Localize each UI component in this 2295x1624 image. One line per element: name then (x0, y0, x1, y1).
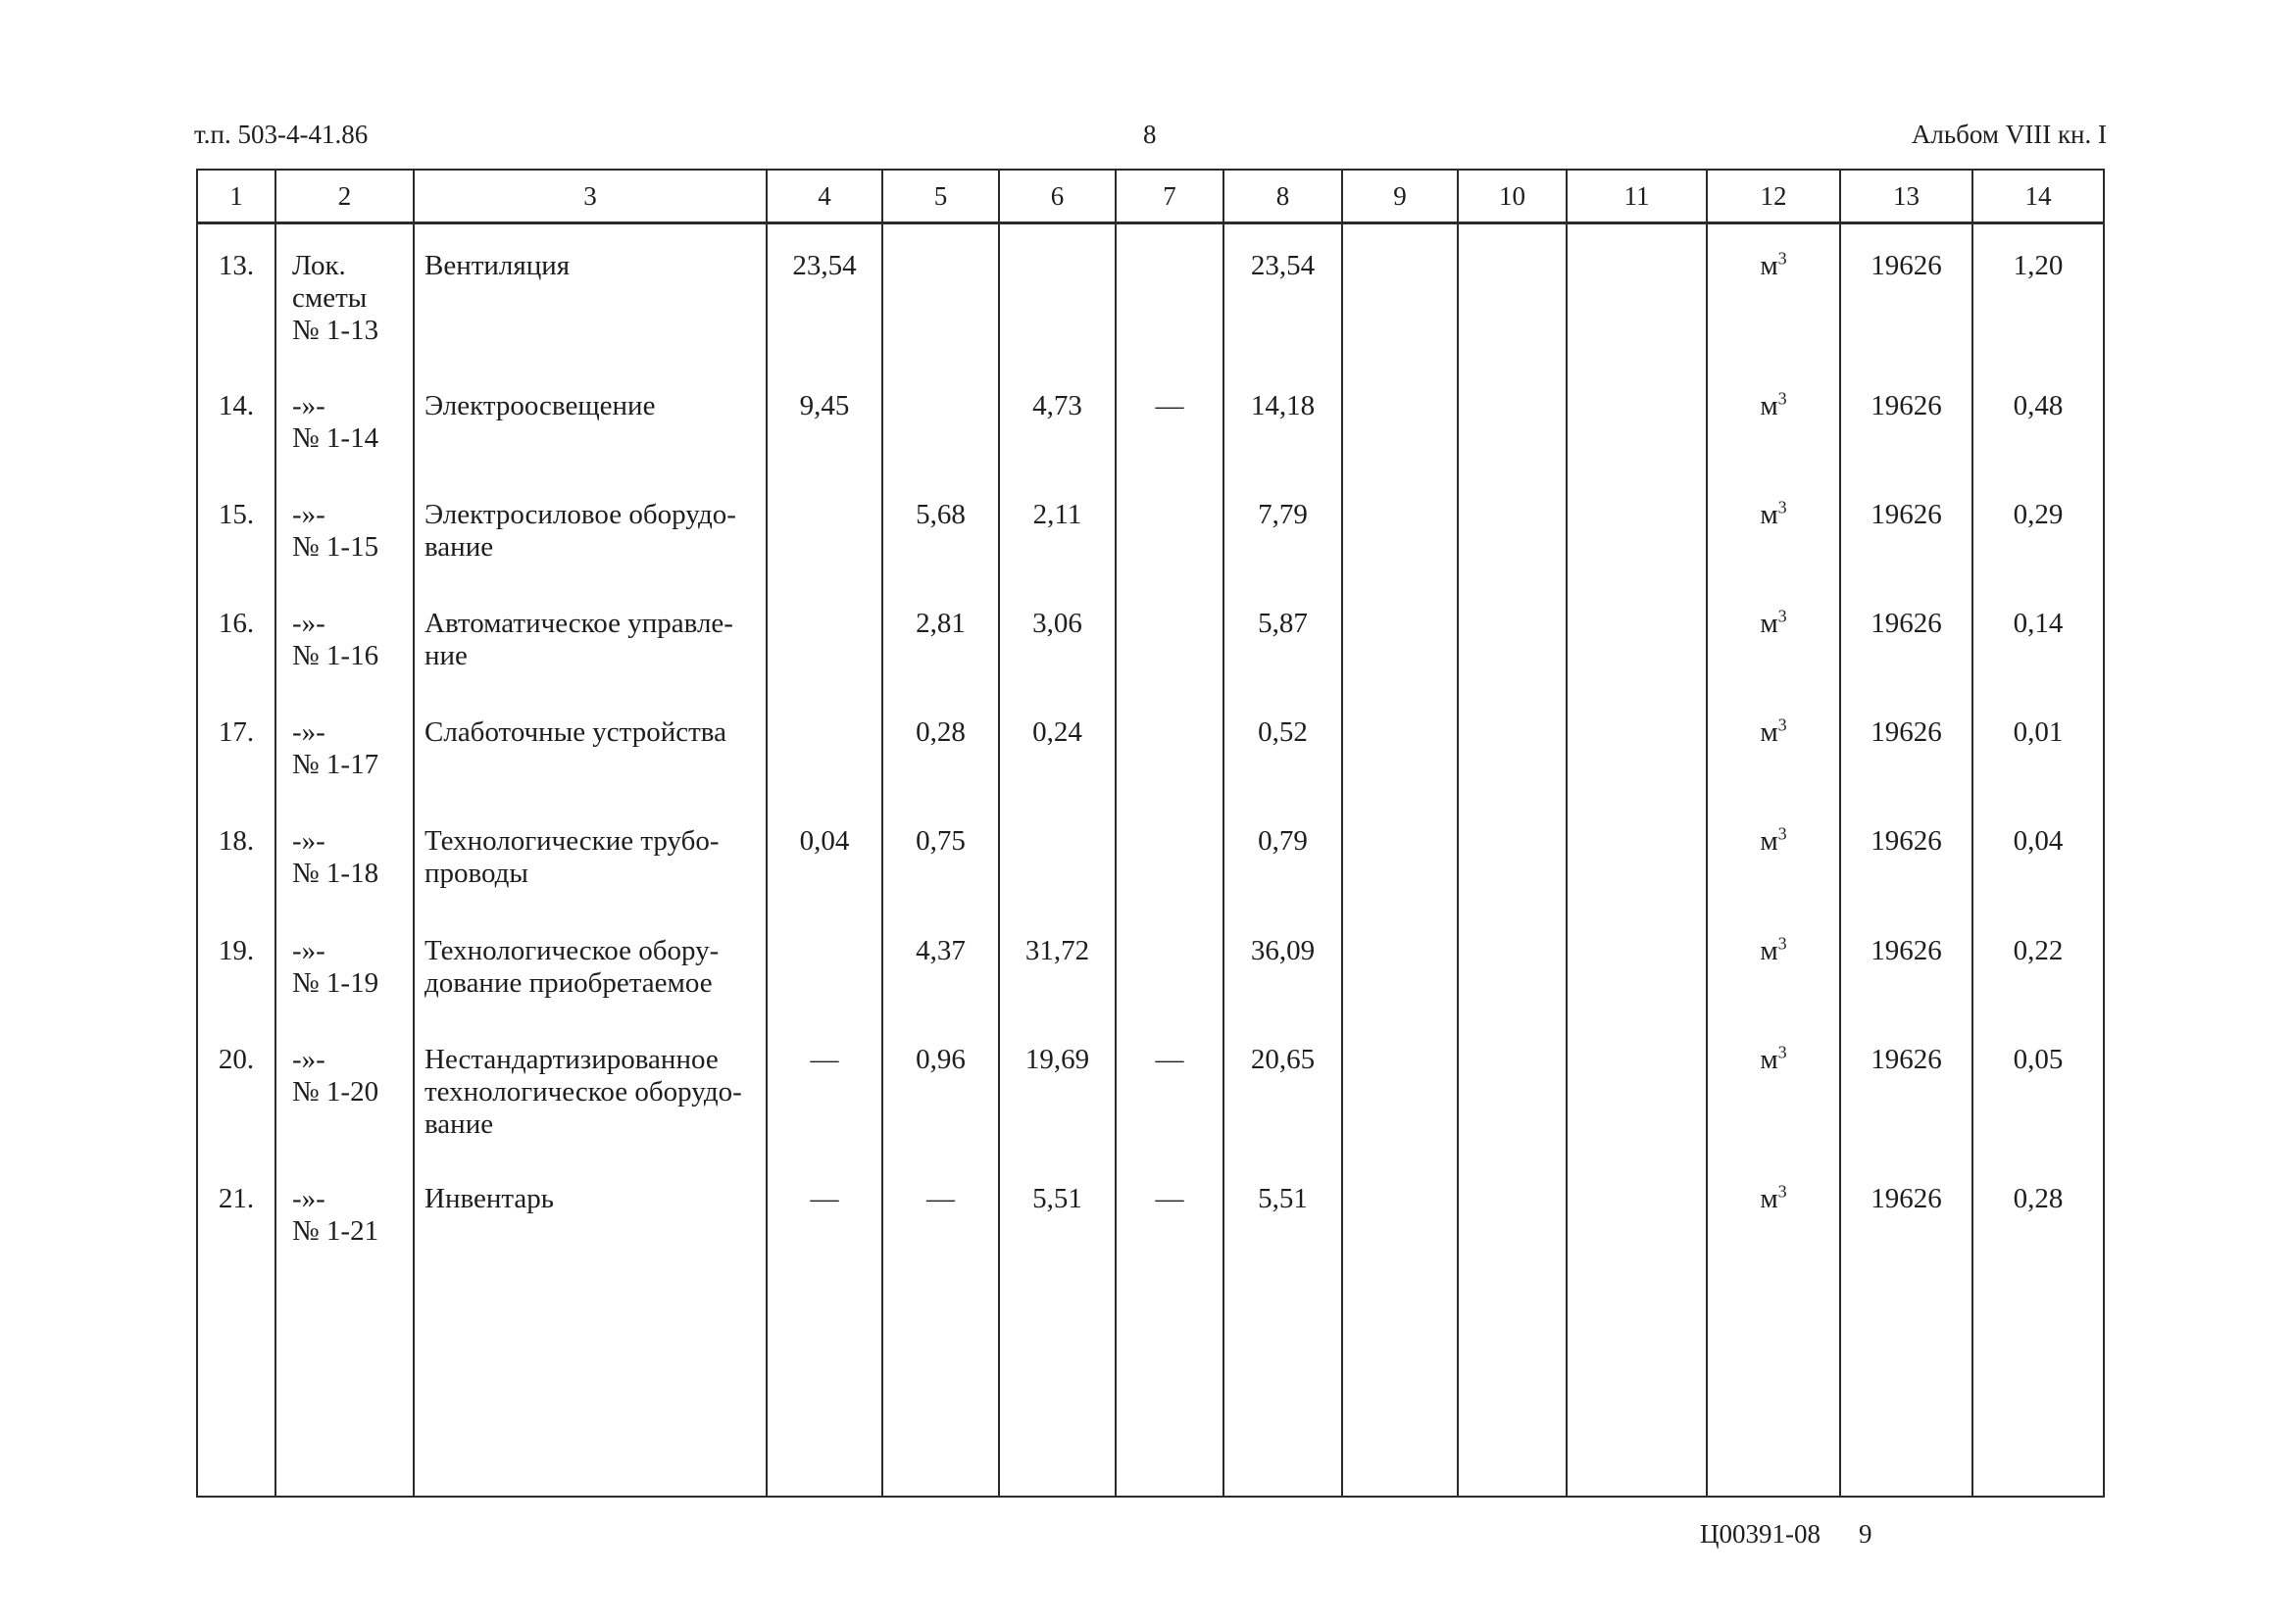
sheet-code: Ц00391-08 (1700, 1519, 1821, 1549)
unit-exponent: 3 (1777, 248, 1787, 269)
value-col10 (1458, 910, 1567, 1018)
source-line: № 1-14 (292, 421, 379, 454)
unit-exponent: 3 (1777, 714, 1787, 735)
value-col10 (1458, 223, 1567, 365)
value-col6: 31,72 (999, 910, 1116, 1018)
column-header: 1 (197, 170, 275, 223)
unit-label: м (1760, 1182, 1778, 1214)
value-col9 (1342, 691, 1458, 800)
unit-label: м (1760, 1043, 1778, 1075)
column-header: 10 (1458, 170, 1567, 223)
value-col10 (1458, 800, 1567, 909)
unit-exponent: 3 (1777, 497, 1787, 517)
estimate-table (196, 169, 2105, 1498)
table-body (197, 223, 2104, 1498)
value-col6 (999, 223, 1116, 365)
work-name: Электросиловое оборудо-вание (414, 473, 767, 582)
value-col13: 19626 (1840, 365, 1972, 473)
value-col13: 19626 (1840, 800, 1972, 909)
unit-exponent: 3 (1777, 823, 1787, 844)
column-header: 5 (882, 170, 999, 223)
value-col14: 0,48 (1972, 365, 2104, 473)
unit-exponent: 3 (1777, 606, 1787, 626)
work-name: Технологические трубо-проводы (414, 800, 767, 909)
column-header: 7 (1116, 170, 1223, 223)
column-header: 4 (767, 170, 882, 223)
value-col14: 0,04 (1972, 800, 2104, 909)
value-col5: 2,81 (882, 582, 999, 691)
value-col9 (1342, 1157, 1458, 1497)
column-header: 2 (275, 170, 414, 223)
value-col4: — (767, 1018, 882, 1157)
row-number: 18. (197, 800, 275, 909)
column-header: 9 (1342, 170, 1458, 223)
unit-label: м (1760, 608, 1778, 640)
value-col14: 0,22 (1972, 910, 2104, 1018)
value-col11 (1567, 691, 1707, 800)
value-col8: 0,52 (1223, 691, 1342, 800)
work-name: Электроосвещение (414, 365, 767, 473)
source-reference (275, 1018, 414, 1157)
source-line: -»- (292, 716, 325, 749)
value-col7: — (1116, 365, 1223, 473)
row-number: 16. (197, 582, 275, 691)
value-col13: 19626 (1840, 1018, 1972, 1157)
value-col4: — (767, 1157, 882, 1497)
value-col11 (1567, 582, 1707, 691)
unit-cell (1707, 691, 1840, 800)
value-col7 (1116, 691, 1223, 800)
source-reference (275, 691, 414, 800)
table-row (197, 223, 2104, 365)
value-col11 (1567, 365, 1707, 473)
work-name: Автоматическое управле-ние (414, 582, 767, 691)
source-line: -»- (292, 934, 325, 966)
value-col13: 19626 (1840, 223, 1972, 365)
unit-label: м (1760, 389, 1778, 421)
value-col10 (1458, 691, 1567, 800)
source-line: сметы (292, 282, 368, 314)
work-name: Вентиляция (414, 223, 767, 365)
row-number: 20. (197, 1018, 275, 1157)
value-col4: 23,54 (767, 223, 882, 365)
value-col13: 19626 (1840, 691, 1972, 800)
source-line: -»- (292, 1043, 325, 1075)
table-row (197, 582, 2104, 691)
unit-exponent: 3 (1777, 1042, 1787, 1062)
work-name: Нестандартизированное технологическое оборудо-вание (414, 1018, 767, 1157)
value-col10 (1458, 473, 1567, 582)
value-col5: — (882, 1157, 999, 1497)
value-col14: 1,20 (1972, 223, 2104, 365)
value-col8: 5,51 (1223, 1157, 1342, 1497)
value-col8: 7,79 (1223, 473, 1342, 582)
value-col5: 5,68 (882, 473, 999, 582)
value-col10 (1458, 1018, 1567, 1157)
source-line: № 1-20 (292, 1075, 379, 1107)
source-line: № 1-19 (292, 966, 379, 999)
value-col14: 0,01 (1972, 691, 2104, 800)
album-label: Альбом VIII кн. I (1911, 120, 2107, 149)
unit-label: м (1760, 825, 1778, 858)
source-reference (275, 365, 414, 473)
value-col11 (1567, 223, 1707, 365)
value-col14: 0,05 (1972, 1018, 2104, 1157)
source-reference (275, 800, 414, 909)
unit-cell (1707, 800, 1840, 909)
value-col8: 20,65 (1223, 1018, 1342, 1157)
unit-cell (1707, 582, 1840, 691)
value-col13: 19626 (1840, 1157, 1972, 1497)
value-col5: 0,75 (882, 800, 999, 909)
column-header: 12 (1707, 170, 1840, 223)
value-col10 (1458, 365, 1567, 473)
value-col9 (1342, 910, 1458, 1018)
row-number: 17. (197, 691, 275, 800)
value-col11 (1567, 473, 1707, 582)
value-col8: 23,54 (1223, 223, 1342, 365)
value-col9 (1342, 582, 1458, 691)
source-line: № 1-18 (292, 858, 379, 890)
value-col9 (1342, 365, 1458, 473)
document-code: т.п. 503-4-41.86 (194, 120, 369, 149)
value-col4 (767, 473, 882, 582)
source-reference (275, 582, 414, 691)
table-row (197, 365, 2104, 473)
value-col11 (1567, 910, 1707, 1018)
source-line: -»- (292, 1182, 325, 1214)
source-reference (275, 910, 414, 1018)
value-col7: — (1116, 1157, 1223, 1497)
row-number: 14. (197, 365, 275, 473)
source-line: № 1-15 (292, 530, 379, 563)
table-row (197, 910, 2104, 1018)
value-col6: 19,69 (999, 1018, 1116, 1157)
unit-label: м (1760, 250, 1778, 281)
value-col6 (999, 800, 1116, 909)
source-line: -»- (292, 608, 325, 640)
value-col10 (1458, 582, 1567, 691)
column-header: 8 (1223, 170, 1342, 223)
unit-cell (1707, 473, 1840, 582)
column-header: 3 (414, 170, 767, 223)
value-col8: 36,09 (1223, 910, 1342, 1018)
column-header: 13 (1840, 170, 1972, 223)
column-number-row (197, 170, 2104, 223)
value-col14: 0,14 (1972, 582, 2104, 691)
value-col13: 19626 (1840, 910, 1972, 1018)
value-col7 (1116, 800, 1223, 909)
table-row (197, 691, 2104, 800)
source-line: -»- (292, 389, 325, 421)
unit-exponent: 3 (1777, 1181, 1787, 1202)
page-number: 8 (1143, 120, 1157, 149)
column-header: 14 (1972, 170, 2104, 223)
value-col7 (1116, 223, 1223, 365)
value-col5: 0,96 (882, 1018, 999, 1157)
value-col9 (1342, 1018, 1458, 1157)
unit-cell (1707, 365, 1840, 473)
value-col7: — (1116, 1018, 1223, 1157)
value-col13: 19626 (1840, 473, 1972, 582)
value-col5: 4,37 (882, 910, 999, 1018)
value-col7 (1116, 910, 1223, 1018)
unit-exponent: 3 (1777, 388, 1787, 408)
source-line: Лок. (292, 250, 346, 281)
value-col4: 9,45 (767, 365, 882, 473)
value-col10 (1458, 1157, 1567, 1497)
value-col7 (1116, 582, 1223, 691)
work-name: Слаботочные устройства (414, 691, 767, 800)
value-col11 (1567, 1157, 1707, 1497)
row-number: 13. (197, 223, 275, 365)
value-col13: 19626 (1840, 582, 1972, 691)
unit-label: м (1760, 934, 1778, 966)
row-number: 21. (197, 1157, 275, 1497)
source-reference (275, 223, 414, 365)
unit-cell (1707, 1157, 1840, 1497)
value-col14: 0,29 (1972, 473, 2104, 582)
work-name: Инвентарь (414, 1157, 767, 1497)
value-col7 (1116, 473, 1223, 582)
unit-cell (1707, 223, 1840, 365)
source-line: -»- (292, 498, 325, 530)
source-line: № 1-16 (292, 640, 379, 672)
value-col8: 5,87 (1223, 582, 1342, 691)
unit-label: м (1760, 498, 1778, 530)
value-col6: 0,24 (999, 691, 1116, 800)
sheet-number: 9 (1859, 1519, 1872, 1549)
value-col4 (767, 691, 882, 800)
value-col6: 2,11 (999, 473, 1116, 582)
value-col6: 5,51 (999, 1157, 1116, 1497)
value-col9 (1342, 473, 1458, 582)
column-header: 11 (1567, 170, 1707, 223)
value-col5: 0,28 (882, 691, 999, 800)
value-col9 (1342, 800, 1458, 909)
unit-label: м (1760, 716, 1778, 749)
value-col14: 0,28 (1972, 1157, 2104, 1497)
source-line: -»- (292, 825, 325, 858)
unit-cell (1707, 1018, 1840, 1157)
value-col11 (1567, 800, 1707, 909)
value-col6: 4,73 (999, 365, 1116, 473)
column-header: 6 (999, 170, 1116, 223)
value-col11 (1567, 1018, 1707, 1157)
source-line: № 1-13 (292, 315, 379, 346)
unit-cell (1707, 910, 1840, 1018)
table-row (197, 473, 2104, 582)
value-col6: 3,06 (999, 582, 1116, 691)
value-col4: 0,04 (767, 800, 882, 909)
unit-exponent: 3 (1777, 933, 1787, 954)
row-number: 19. (197, 910, 275, 1018)
table-row (197, 800, 2104, 909)
value-col8: 14,18 (1223, 365, 1342, 473)
value-col9 (1342, 223, 1458, 365)
value-col4 (767, 582, 882, 691)
source-line: № 1-17 (292, 749, 379, 781)
table-row (197, 1018, 2104, 1157)
source-reference (275, 1157, 414, 1497)
row-number: 15. (197, 473, 275, 582)
source-reference (275, 473, 414, 582)
work-name: Технологическое обору-дование приобретаемое (414, 910, 767, 1018)
value-col5 (882, 223, 999, 365)
value-col8: 0,79 (1223, 800, 1342, 909)
source-line: № 1-21 (292, 1214, 379, 1247)
table-row (197, 1157, 2104, 1497)
value-col5 (882, 365, 999, 473)
value-col4 (767, 910, 882, 1018)
